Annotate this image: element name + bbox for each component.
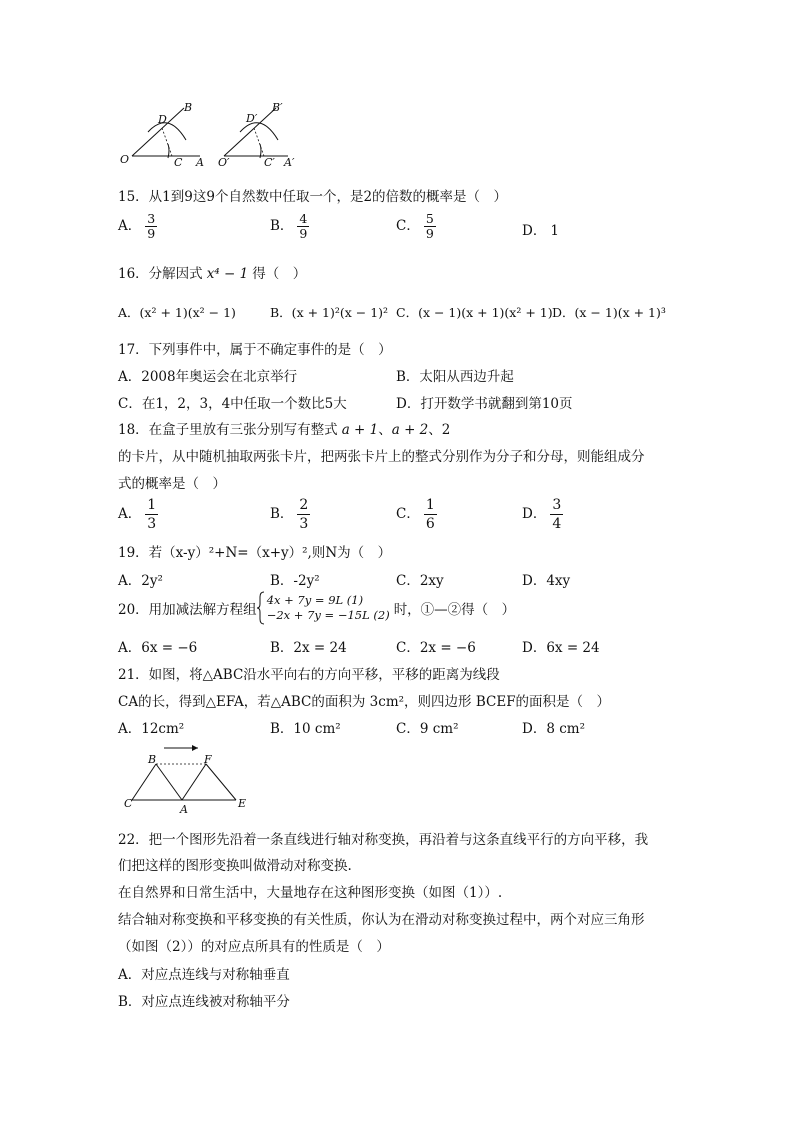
q17-stem: 17．下列事件中，属于不确定事件的是（ ） xyxy=(118,342,392,358)
brace-icon xyxy=(257,591,265,625)
q22-line1: 22．把一个图形先沿着一条直线进行轴对称变换，再沿着与这条直线平行的方向平移，我 xyxy=(118,832,649,848)
q18-stem-line2: 的卡片，从中随机抽取两张卡片，把两张卡片上的整式分别作为分子和分母，则能组成分 xyxy=(118,449,645,465)
q16-stem: 16．分解因式 x⁴ − 1 得（ ） xyxy=(118,266,307,282)
label-C: C xyxy=(124,797,133,810)
label-B: B xyxy=(148,753,157,766)
label-A-prime: A′ xyxy=(284,156,295,169)
label-B: B xyxy=(184,101,193,114)
label-C: C xyxy=(174,156,183,169)
q19-option-b[interactable]: B．-2y² xyxy=(270,573,320,589)
label-E: E xyxy=(238,797,247,810)
q20-option-d[interactable]: D．6x = 24 xyxy=(522,640,600,656)
label-A: A xyxy=(180,803,188,816)
q16-option-b[interactable]: B．(x + 1)²(x − 1)² xyxy=(270,305,389,320)
q21-option-c[interactable]: C．9 cm² xyxy=(396,721,459,737)
q22-option-a[interactable]: A．对应点连线与对称轴垂直 xyxy=(118,967,290,983)
q18-option-d[interactable]: D． $\frac{3}{4}$ xyxy=(522,497,562,532)
q22-line4: 结合轴对称变换和平移变换的有关性质，你认为在滑动对称变换过程中，两个对应三角形 xyxy=(118,912,645,928)
fraction: $\frac{5}{9}$ xyxy=(425,211,434,241)
q19-option-d[interactable]: D．4xy xyxy=(522,573,571,589)
label-O-prime: O′ xyxy=(218,156,230,169)
q20-option-c[interactable]: C．2x = −6 xyxy=(396,640,476,656)
q17-option-b[interactable]: B．太阳从西边升起 xyxy=(396,369,514,385)
q17-option-a[interactable]: A．2008年奥运会在北京举行 xyxy=(118,369,298,385)
q18-stem-line3: 式的概率是（ ） xyxy=(118,476,226,492)
q19-option-c[interactable]: C．2xy xyxy=(396,573,444,589)
fraction: $\frac{1}{3}$ xyxy=(147,497,157,532)
q18-stem-line1: 18．在盒子里放有三张分别写有整式 a + 1、a + 2、2 xyxy=(118,422,451,438)
q18-option-c[interactable]: C． $\frac{1}{6}$ xyxy=(396,497,435,532)
label-A: A xyxy=(196,156,204,169)
label-C-prime: C′ xyxy=(264,156,275,169)
translation-figure xyxy=(118,742,258,814)
q22-line3: 在自然界和日常生活中，大量地存在这种图形变换（如图（1））. xyxy=(118,885,503,901)
q21-stem-line2: CA的长，得到△EFA，若△ABC的面积为 3cm²，则四边形 BCEF的面积是（ ） xyxy=(118,694,611,710)
q19-option-a[interactable]: A．2y² xyxy=(118,573,163,589)
q16-option-d[interactable]: D．(x − 1)(x + 1)³ xyxy=(552,305,666,320)
label-F: F xyxy=(204,753,212,766)
label-O: O xyxy=(120,153,130,166)
q17-option-d[interactable]: D．打开数学书就翻到第10页 xyxy=(396,396,573,412)
q21-option-b[interactable]: B．10 cm² xyxy=(270,721,341,737)
fraction: $\frac{4}{9}$ xyxy=(299,211,308,241)
q15-stem: 15．从1到9这9个自然数中任取一个，是2的倍数的概率是（ ） xyxy=(118,189,508,205)
q22-line5: （如图（2））的对应点所具有的性质是（ ） xyxy=(118,939,390,955)
q21-stem-line1: 21．如图，将△ABC沿水平向右的方向平移，平移的距离为线段 xyxy=(118,667,500,683)
label-D-prime: D′ xyxy=(246,112,258,125)
q20-option-a[interactable]: A．6x = −6 xyxy=(118,640,198,656)
q21-option-a[interactable]: A．12cm² xyxy=(118,721,185,737)
fraction: $\frac{3}{4}$ xyxy=(552,497,562,532)
equation-system: 4x + 7y = 9L (1) −2x + 7y = −15L (2) xyxy=(266,593,390,622)
q18-option-a[interactable]: A． $\frac{1}{3}$ xyxy=(118,497,157,532)
q21-option-d[interactable]: D．8 cm² xyxy=(522,721,585,737)
fraction: $\frac{3}{9}$ xyxy=(147,211,156,241)
q16-option-c[interactable]: C．(x − 1)(x + 1)(x² + 1) xyxy=(396,305,553,320)
q19-stem: 19．若（x-y）²+N=（x+y）²,则N为（ ） xyxy=(118,545,392,561)
label-D: D xyxy=(158,113,167,126)
q20-stem: 20．用加减法解方程组 4x + 7y = 9L (1) −2x + 7y = −15L (2) 时，①—②得（ ） xyxy=(118,591,515,625)
q15-option-c[interactable]: C． $\frac{5}{9}$ xyxy=(396,211,434,241)
q20-option-b[interactable]: B．2x = 24 xyxy=(270,640,347,656)
q16-option-a[interactable]: A．(x² + 1)(x² − 1) xyxy=(118,305,236,320)
fraction: $\frac{2}{3}$ xyxy=(299,497,309,532)
label-B-prime: B′ xyxy=(272,101,283,114)
q15-option-b[interactable]: B． $\frac{4}{9}$ xyxy=(270,211,308,241)
q15-option-a[interactable]: A． $\frac{3}{9}$ xyxy=(118,211,156,241)
q18-option-b[interactable]: B． $\frac{2}{3}$ xyxy=(270,497,309,532)
fraction: $\frac{1}{6}$ xyxy=(425,497,435,532)
q17-option-c[interactable]: C．在1，2，3，4中任取一个数比5大 xyxy=(118,396,347,412)
q22-option-b[interactable]: B．对应点连线被对称轴平分 xyxy=(118,994,290,1010)
q15-option-d[interactable]: D． 1 xyxy=(522,223,559,239)
q22-line2: 们把这样的图形变换叫做滑动对称变换. xyxy=(118,858,352,874)
